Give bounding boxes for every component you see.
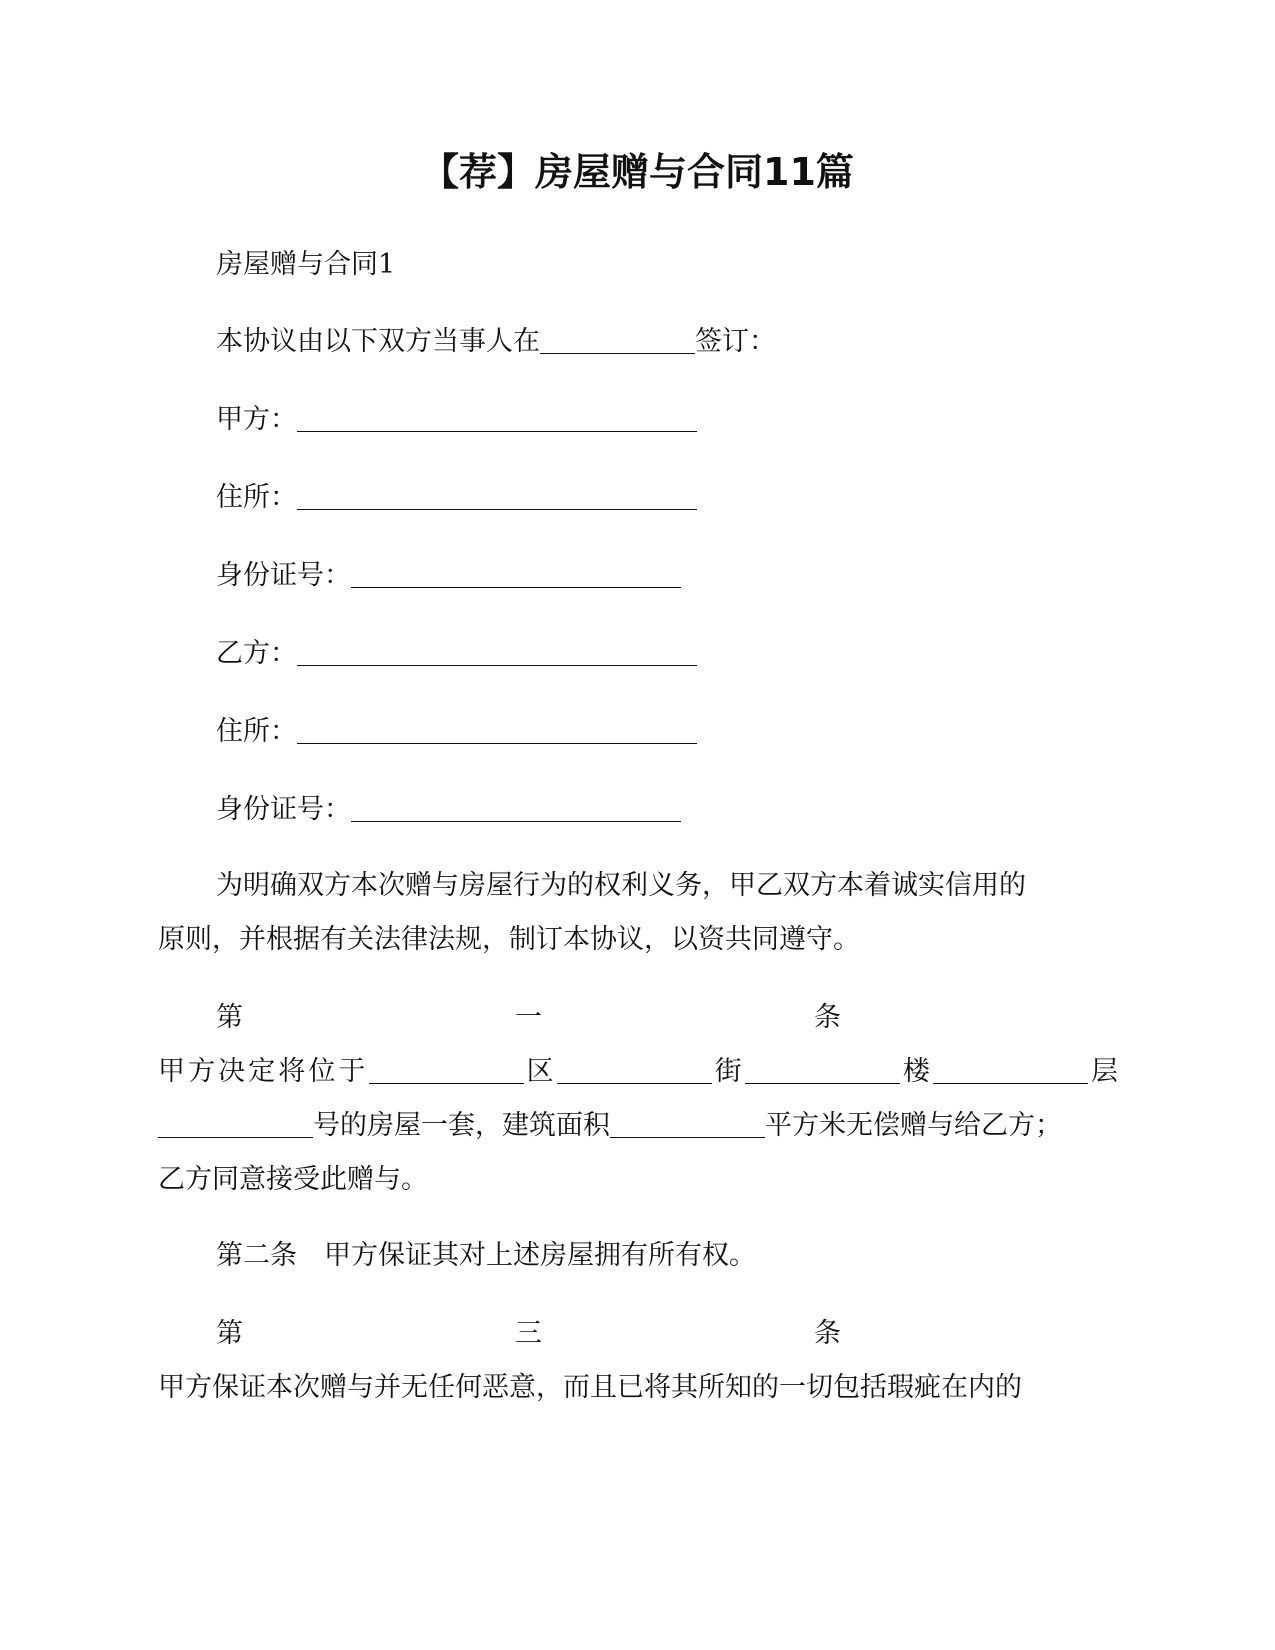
document-title: 【荐】房屋赠与合同11篇 [421,150,854,194]
building-blank [745,1053,900,1084]
article-3-line-1: 甲方保证本次赠与并无任何恶意，而且已将其所知的一切包括瑕疵在内的 [158,1372,1022,1403]
article-3-heading-char: 三 [515,1318,542,1349]
article-1-text: 层 [1087,1056,1119,1087]
article-1-heading-char: 第 [216,1002,243,1033]
article-1-text: 楼 [899,1056,933,1087]
article-3-heading [216,1314,841,1354]
article-1-heading-char: 一 [515,1002,542,1033]
party-a-line [216,400,697,440]
party-b-id-label: 身份证号： [216,794,351,825]
district-blank [369,1053,524,1084]
party-a-blank [297,401,697,432]
article-1-line-1 [158,1052,1118,1092]
party-a-address-label: 住所： [216,482,297,513]
article-1-heading-char: 条 [814,1002,841,1033]
intro-text: 本协议由以下双方当事人在 [216,326,540,357]
article-1-text: 平方米无偿赠与给乙方； [765,1110,1062,1141]
intro-line [216,322,776,362]
article-2: 第二条 甲方保证其对上述房屋拥有所有权。 [216,1240,756,1271]
party-b-id-line [216,790,681,830]
article-1-heading [216,998,841,1038]
party-b-blank [297,635,697,666]
article-1-line-3: 乙方同意接受此赠与。 [158,1164,428,1195]
party-a-address-line [216,478,697,518]
article-1-line-2 [158,1106,1118,1146]
article-1-text: 甲方决定将位于 [158,1056,369,1087]
article-3-heading-char: 条 [814,1318,841,1349]
area-blank [610,1107,765,1138]
number-blank [158,1107,313,1138]
article-1-text: 区 [523,1056,557,1087]
party-a-id-label: 身份证号： [216,560,351,591]
party-b-id-blank [351,791,681,822]
party-b-line [216,634,697,674]
party-a-label: 甲方： [216,404,297,435]
preamble-line-2: 原则，并根据有关法律法规，制订本协议，以资共同遵守。 [158,924,860,955]
intro-text-end: 签订： [695,326,776,357]
article-1-text: 街 [711,1056,745,1087]
signing-place-blank [540,323,695,354]
preamble-line-1: 为明确双方本次赠与房屋行为的权利义务，甲乙双方本着诚实信用的 [216,870,1026,901]
article-3-heading-char: 第 [216,1318,243,1349]
party-b-address-line [216,712,697,752]
party-b-label: 乙方： [216,638,297,669]
party-b-address-label: 住所： [216,716,297,747]
party-a-id-blank [351,557,681,588]
party-b-address-blank [297,713,697,744]
street-blank [557,1053,712,1084]
party-a-id-line [216,556,681,596]
article-1-text: 号的房屋一套，建筑面积 [313,1110,610,1141]
floor-blank [933,1053,1088,1084]
party-a-address-blank [297,479,697,510]
contract-heading: 房屋赠与合同1 [216,249,396,280]
